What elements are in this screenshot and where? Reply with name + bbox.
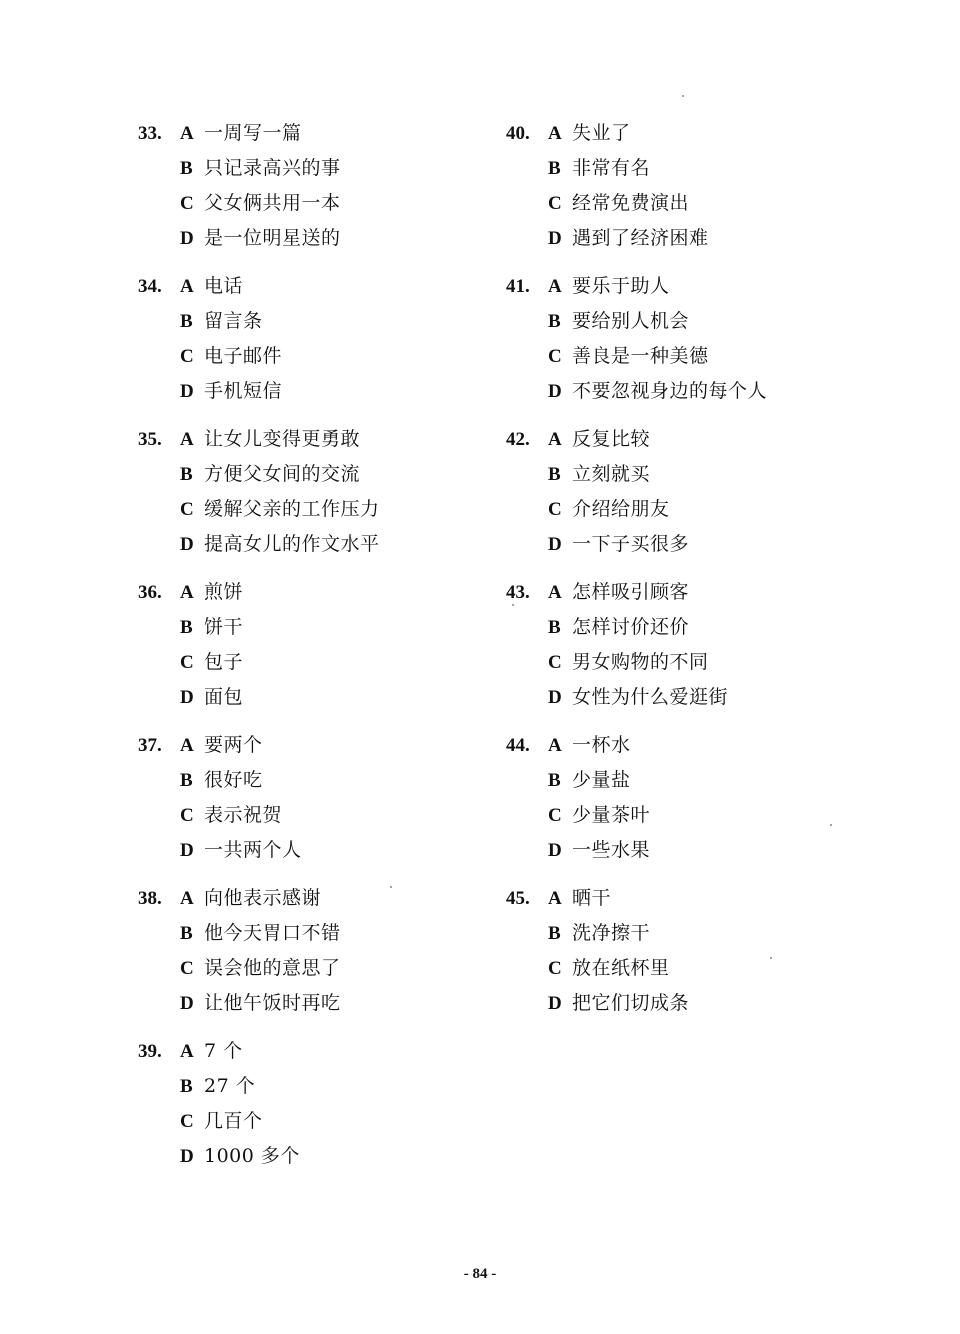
option-row [506,575,767,610]
option-letter: D [548,840,562,861]
option-letter: C [548,499,562,520]
option-row [138,680,380,715]
option-text: 很好吃 [204,769,263,791]
option-row [138,116,380,151]
option-letter: A [180,276,194,297]
option-row [506,304,767,339]
option-row [138,269,380,304]
option-row [506,728,767,763]
option-row [506,269,767,304]
option-text: 一下子买很多 [572,533,690,555]
option-text: 误会他的意思了 [204,957,341,979]
option-text: 缓解父亲的工作压力 [204,498,380,520]
option-row [506,986,767,1021]
option-letter: A [180,429,194,450]
option-letter: A [548,276,562,297]
right-column [506,116,767,1034]
option-text: 是一位明星送的 [204,227,341,249]
option-letter: B [180,923,193,944]
option-row [506,116,767,151]
option-text: 包子 [204,651,244,673]
left-column [138,116,380,1187]
option-text: 一杯水 [572,734,631,756]
option-text: 女性为什么爱逛街 [572,686,729,708]
option-text: 放在纸杯里 [572,957,670,979]
question-40 [506,116,767,256]
option-row [506,680,767,715]
option-text: 要乐于助人 [572,275,670,297]
option-text: 失业了 [572,122,631,144]
option-letter: B [180,770,193,791]
option-text: 电话 [204,275,244,297]
option-text: 电子邮件 [204,345,283,367]
option-row [506,339,767,374]
option-letter: B [180,464,193,485]
option-letter: B [548,617,561,638]
option-row [138,339,380,374]
option-letter: A [548,123,562,144]
option-text: 方便父女间的交流 [204,463,361,485]
option-letter: D [548,381,562,402]
option-row [138,610,380,645]
option-text: 怎样讨价还价 [572,616,690,638]
option-text: 一些水果 [572,839,651,861]
question-41 [506,269,767,409]
option-text: 饼干 [204,616,244,638]
option-text: 反复比较 [572,428,651,450]
question-number: 37. [138,735,162,756]
option-text: 经常免费演出 [572,192,690,214]
option-text: 介绍给朋友 [572,498,670,520]
option-letter: A [180,1041,194,1062]
option-letter: C [548,652,562,673]
option-letter: D [548,228,562,249]
option-row [138,221,380,256]
option-text: 向他表示感谢 [204,887,322,909]
option-letter: C [180,193,194,214]
option-text: 让女儿变得更勇敢 [204,428,361,450]
option-row [506,645,767,680]
option-text: 一共两个人 [204,839,302,861]
scan-speck [512,604,514,606]
option-text: 立刻就买 [572,463,651,485]
question-38 [138,881,380,1021]
option-text: 1000 多个 [204,1145,300,1167]
question-number: 44. [506,735,530,756]
option-row [138,527,380,562]
option-row [506,610,767,645]
question-number: 45. [506,888,530,909]
option-text: 他今天胃口不错 [204,922,341,944]
option-row [138,457,380,492]
option-letter: C [180,805,194,826]
option-row [138,575,380,610]
option-row [138,1034,380,1069]
option-letter: D [548,534,562,555]
option-row [506,916,767,951]
option-letter: D [548,993,562,1014]
option-row [138,1104,380,1139]
option-row [138,186,380,221]
option-row [506,833,767,868]
option-letter: C [548,346,562,367]
option-text: 只记录高兴的事 [204,157,341,179]
option-text: 把它们切成条 [572,992,690,1014]
option-text: 27 个 [204,1075,256,1097]
option-letter: C [180,958,194,979]
option-row [138,728,380,763]
option-letter: B [548,770,561,791]
option-row [138,492,380,527]
option-letter: B [180,311,193,332]
question-33 [138,116,380,256]
question-number: 43. [506,582,530,603]
question-number: 39. [138,1041,162,1062]
option-text: 手机短信 [204,380,283,402]
option-row [138,986,380,1021]
option-text: 一周写一篇 [204,122,302,144]
option-letter: A [548,888,562,909]
option-text: 几百个 [204,1110,263,1132]
option-letter: C [180,652,194,673]
option-row [138,798,380,833]
option-letter: B [548,158,561,179]
option-letter: B [548,923,561,944]
option-text: 7 个 [204,1040,243,1062]
option-row [138,916,380,951]
option-letter: B [180,158,193,179]
option-row [506,492,767,527]
scan-speck [830,824,832,826]
question-number: 38. [138,888,162,909]
question-36 [138,575,380,715]
option-letter: C [548,958,562,979]
option-row [138,304,380,339]
option-text: 男女购物的不同 [572,651,709,673]
option-letter: B [548,464,561,485]
option-text: 要两个 [204,734,263,756]
option-text: 面包 [204,686,244,708]
option-letter: D [180,993,194,1014]
option-letter: D [180,1146,194,1167]
scan-speck [682,95,684,97]
question-number: 41. [506,276,530,297]
option-letter: D [180,381,194,402]
question-number: 33. [138,123,162,144]
option-row [506,763,767,798]
question-45 [506,881,767,1021]
option-text: 不要忽视身边的每个人 [572,380,768,402]
option-letter: C [548,805,562,826]
option-letter: B [180,1076,193,1097]
option-letter: A [548,429,562,450]
question-number: 35. [138,429,162,450]
option-row [138,833,380,868]
option-row [506,527,767,562]
page-number: - 84 - [463,1266,497,1282]
option-letter: D [180,534,194,555]
scan-speck [390,886,392,888]
option-row [138,374,380,409]
question-37 [138,728,380,868]
option-letter: C [548,193,562,214]
option-row [506,798,767,833]
option-letter: A [548,735,562,756]
option-row [138,951,380,986]
option-row [138,1069,380,1104]
option-text: 少量茶叶 [572,804,651,826]
option-letter: A [180,582,194,603]
option-text: 父女俩共用一本 [204,192,341,214]
option-row [506,881,767,916]
option-letter: A [548,582,562,603]
option-letter: B [180,617,193,638]
option-text: 让他午饭时再吃 [204,992,341,1014]
option-row [138,151,380,186]
option-letter: D [180,840,194,861]
option-letter: D [180,228,194,249]
option-row [138,881,380,916]
question-number: 42. [506,429,530,450]
question-35 [138,422,380,562]
option-letter: B [548,311,561,332]
option-row [138,763,380,798]
option-text: 善良是一种美德 [572,345,709,367]
option-letter: C [180,346,194,367]
option-text: 怎样吸引顾客 [572,581,690,603]
option-text: 煎饼 [204,581,244,603]
option-letter: A [180,888,194,909]
question-42 [506,422,767,562]
question-number: 36. [138,582,162,603]
question-34 [138,269,380,409]
option-letter: A [180,123,194,144]
option-text: 表示祝贺 [204,804,283,826]
option-row [138,422,380,457]
question-43 [506,575,767,715]
question-number: 34. [138,276,162,297]
option-text: 提高女儿的作文水平 [204,533,380,555]
option-text: 晒干 [572,887,612,909]
option-letter: C [180,499,194,520]
option-text: 要给别人机会 [572,310,690,332]
option-row [506,422,767,457]
option-row [506,951,767,986]
option-letter: D [548,687,562,708]
option-text: 遇到了经济困难 [572,227,709,249]
question-39 [138,1034,380,1174]
option-row [506,186,767,221]
option-row [506,457,767,492]
question-number: 40. [506,123,530,144]
scan-speck [770,957,772,959]
option-row [138,1139,380,1174]
question-44 [506,728,767,868]
option-row [138,645,380,680]
option-row [506,374,767,409]
option-letter: C [180,1111,194,1132]
option-letter: D [180,687,194,708]
option-row [506,151,767,186]
option-text: 少量盐 [572,769,631,791]
option-row [506,221,767,256]
option-text: 洗净擦干 [572,922,651,944]
option-text: 非常有名 [572,157,651,179]
option-letter: A [180,735,194,756]
option-text: 留言条 [204,310,263,332]
